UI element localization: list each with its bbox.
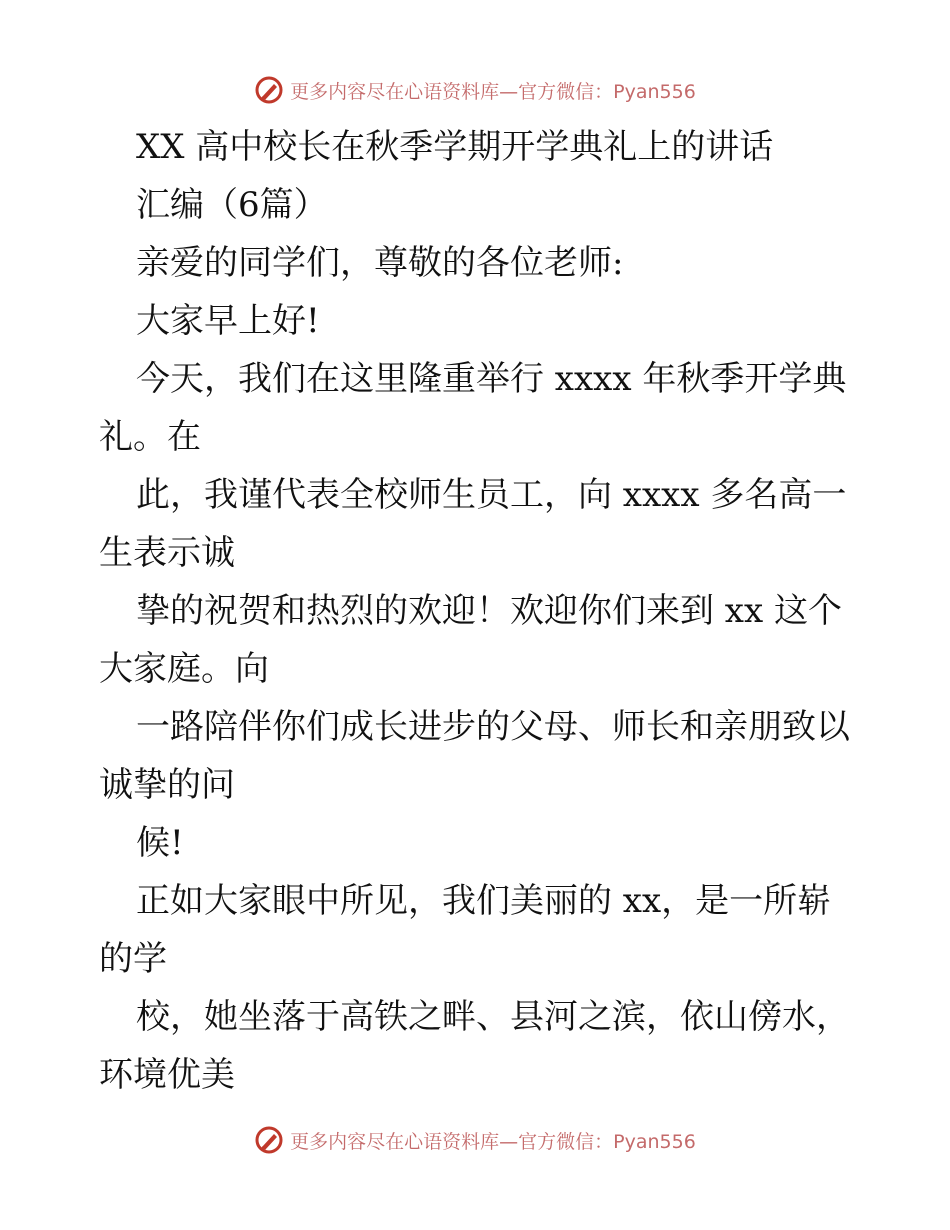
paragraph-line: 生表示诚 bbox=[99, 533, 235, 573]
paragraph-line: 大家庭。向 bbox=[99, 649, 269, 689]
header-banner-text: 更多内容尽在心语资料库—官方微信：Pyan556 bbox=[290, 80, 696, 103]
paragraph-line: 一路陪伴你们成长进步的父母、师长和亲朋致以 bbox=[136, 707, 850, 747]
paragraph-line: 挚的祝贺和热烈的欢迎！欢迎你们来到 xx 这个 bbox=[136, 591, 842, 631]
salutation: 亲爱的同学们，尊敬的各位老师: bbox=[136, 243, 624, 283]
pen-circle-logo-icon bbox=[254, 75, 284, 105]
footer-banner bbox=[0, 1120, 950, 1160]
paragraph-line: 正如大家眼中所见，我们美丽的 xx，是一所崭 bbox=[136, 881, 832, 921]
document-subtitle: 汇编（6篇） bbox=[136, 185, 328, 225]
paragraph-line: 候! bbox=[136, 823, 184, 863]
paragraph-line: 环境优美 bbox=[99, 1055, 235, 1095]
paragraph-line: 的学 bbox=[99, 939, 167, 979]
header-banner bbox=[0, 70, 950, 110]
paragraph-line: 诚挚的问 bbox=[99, 765, 235, 805]
paragraph-line: 此，我谨代表全校师生员工，向 xxxx 多名高一 bbox=[136, 475, 847, 515]
greeting: 大家早上好! bbox=[136, 301, 320, 341]
paragraph-line: 校，她坐落于高铁之畔、县河之滨，依山傍水， bbox=[136, 997, 850, 1037]
document-body bbox=[99, 118, 859, 1104]
document-title: XX 高中校长在秋季学期开学典礼上的讲话 bbox=[136, 127, 774, 167]
paragraph-line: 今天，我们在这里隆重举行 xxxx 年秋季开学典 bbox=[136, 359, 847, 399]
pen-circle-logo-icon bbox=[254, 1125, 284, 1155]
paragraph-line: 礼。在 bbox=[99, 417, 201, 457]
footer-banner-text: 更多内容尽在心语资料库—官方微信：Pyan556 bbox=[290, 1130, 696, 1153]
